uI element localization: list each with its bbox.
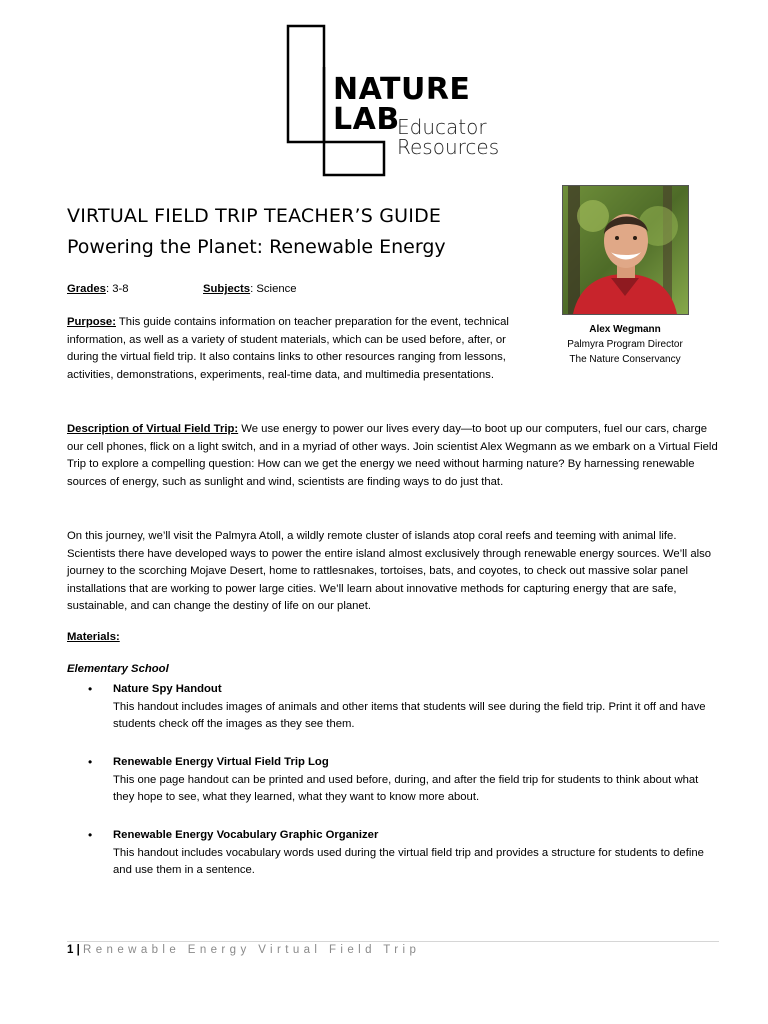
page-footer <box>67 944 420 956</box>
material-title: Renewable Energy Virtual Field Trip Log <box>113 756 329 768</box>
subjects-label: Subjects <box>203 283 251 295</box>
subjects-value: : Science <box>250 283 297 295</box>
document-title: VIRTUAL FIELD TRIP TEACHER’S GUIDE <box>67 205 442 227</box>
material-description: This handout includes images of animals and other items that students will see during the field trip. Print it off and have students check off the images as they see them. <box>113 700 706 731</box>
bullet-icon: • <box>88 682 93 696</box>
logo-sub-resources: Resources <box>397 135 500 159</box>
description-paragraph <box>67 421 719 491</box>
material-title: Nature Spy Handout <box>113 683 222 695</box>
material-title: Renewable Energy Vocabulary Graphic Organizer <box>113 829 379 841</box>
logo-word-nature: NATURE <box>333 72 471 107</box>
grades-label: Grades <box>67 283 106 295</box>
list-item <box>88 754 718 814</box>
document-subtitle: Powering the Planet: Renewable Energy <box>67 236 446 258</box>
profile-name: Alex Wegmann <box>589 324 661 335</box>
grades-line <box>67 281 129 299</box>
materials-label: Materials: <box>67 631 120 643</box>
material-description: This one page handout can be printed and used before, during, and after the field trip for students to think about what they hope to see, what they learned, what they want to know more about. <box>113 773 699 804</box>
material-description: This handout includes vocabulary words used during the virtual field trip and provides a structure for students to define and use them in a sentence. <box>113 846 704 877</box>
bullet-icon: • <box>88 755 93 769</box>
footer-separator: | <box>76 944 80 956</box>
purpose-label: Purpose: <box>67 316 116 328</box>
portrait-image <box>563 186 688 314</box>
profile-photo <box>562 185 689 315</box>
list-item <box>88 681 718 741</box>
logo-word-lab: LAB <box>333 102 400 137</box>
grades-value: : 3-8 <box>105 283 129 295</box>
description-label: Description of Virtual Field Trip: <box>67 423 239 435</box>
subjects-line <box>203 281 297 299</box>
footer-title: Renewable Energy Virtual Field Trip <box>83 944 421 956</box>
purpose-paragraph <box>67 314 533 384</box>
profile-role: Palmyra Program Director <box>567 339 683 350</box>
logo-sub-educator: Educator <box>397 115 487 139</box>
footer-divider <box>67 941 719 942</box>
journey-paragraph: On this journey, we’ll visit the Palmyra Atoll, a wildly remote cluster of islands atop coral reefs and teeming with animal life. Scientists there have developed ways to power the entire island almost exclusively through renewable energy sources. We’ll also journey to the scorching Mojave Desert, home to rattlesnakes, tortoises, bats, and coyotes, to check out massive solar panel installations that are working to power large cities. We’ll learn about innovative methods for capturing energy that are safe, sustainable, and can change the destiny of life on our planet. <box>67 530 712 613</box>
description-text: We use energy to power our lives every day—to boot up our computers, fuel our cars, charge our cell phones, flick on a light switch, and in a myriad of other ways. Join scientist Alex Wegmann as we embark on a Virtual Field Trip to explore a compelling question: How can we get the energy we need without harming nature? By harnessing renewable sources of energy, such as sunlight and wind, scientists are finding ways to do just that. <box>67 423 718 488</box>
purpose-text: This guide contains information on teacher preparation for the event, technical information, as well as a variety of student materials, which can be used before, after, or during the virtual field trip. It also contains links to other resources ranging from lessons, activities, demonstrations, experiments, real-time data, and multimedia presentations. <box>67 316 509 381</box>
materials-section-elementary: Elementary School <box>67 663 169 675</box>
list-item <box>88 827 718 887</box>
profile-org: The Nature Conservancy <box>569 354 681 365</box>
bullet-icon: • <box>88 828 93 842</box>
page-number: 1 <box>67 944 74 956</box>
